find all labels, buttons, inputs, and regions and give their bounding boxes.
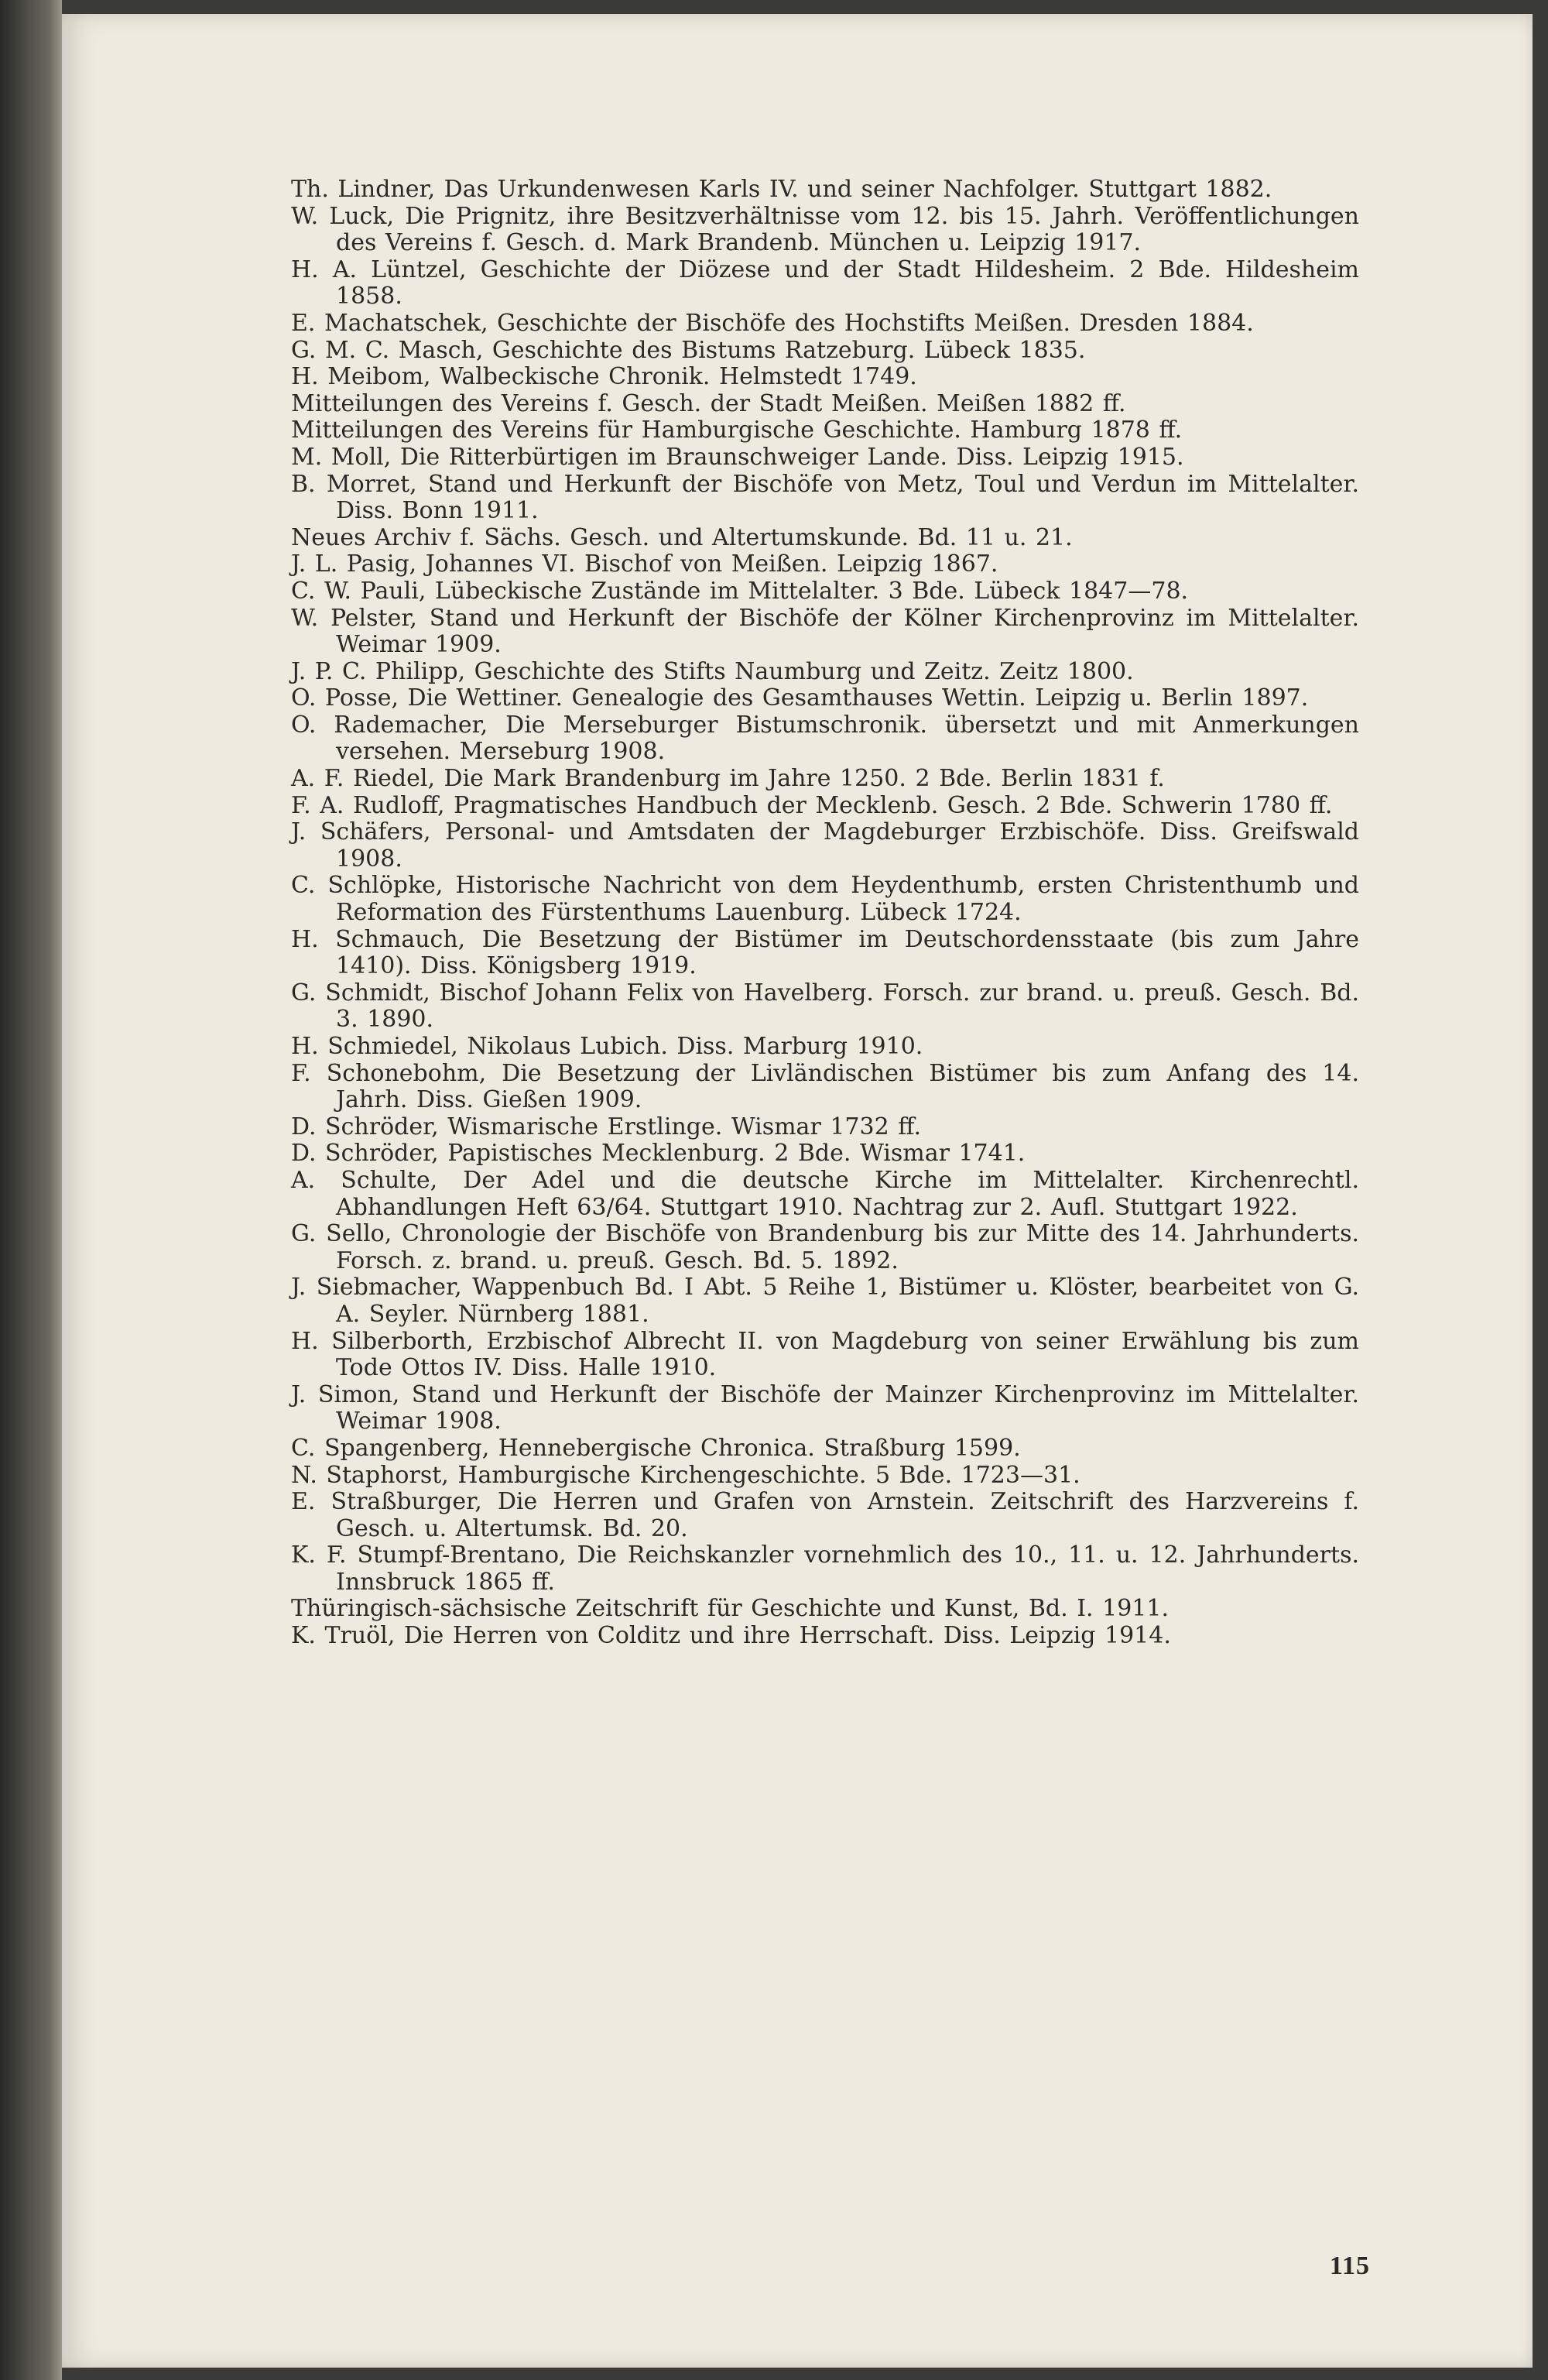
bib-entry: H. Silberborth, Erzbischof Albrecht II. von Magdeburg von seiner Erwählung bis zum Tode Ottos IV. Diss. Halle 1910. xyxy=(291,1327,1359,1382)
bib-entry: C. W. Pauli, Lübeckische Zustände im Mittelalter. 3 Bde. Lübeck 1847—78. xyxy=(291,577,1189,605)
bib-entry: J. P. C. Philipp, Geschichte des Stifts Naumburg und Zeitz. Zeitz 1800. xyxy=(291,657,1134,685)
bib-entry: B. Morret, Stand und Herkunft der Bischöfe von Metz, Toul und Verdun im Mittelalter. Diss. Bonn 1911. xyxy=(291,470,1359,525)
bib-entry: K. F. Stumpf-Brentano, Die Reichskanzler vornehmlich des 10., 11. u. 12. Jahrhunderts. Innsbruck 1865 ff. xyxy=(291,1542,1359,1596)
bib-entry: J. L. Pasig, Johannes VI. Bischof von Meißen. Leipzig 1867. xyxy=(291,550,998,578)
bib-entry: K. Truöl, Die Herren von Colditz und ihre Herrschaft. Diss. Leipzig 1914. xyxy=(291,1622,1171,1650)
bib-entry: E. Straßburger, Die Herren und Grafen von Arnstein. Zeitschrift des Harzvereins f. Gesch. u. Altertumsk. Bd. 20. xyxy=(291,1488,1359,1542)
bib-entry: G. Schmidt, Bischof Johann Felix von Havelberg. Forsch. zur brand. u. preuß. Gesch. Bd. 3. 1890. xyxy=(291,979,1359,1034)
bib-entry: N. Staphorst, Hamburgische Kirchengeschichte. 5 Bde. 1723—31. xyxy=(291,1461,1081,1489)
bib-entry: W. Pelster, Stand und Herkunft der Bischöfe der Kölner Kirchenprovinz im Mittelalter. Weimar 1909. xyxy=(291,604,1359,659)
bib-entry: C. Spangenberg, Hennebergische Chronica. Straßburg 1599. xyxy=(291,1434,1021,1462)
bib-entry: G. M. C. Masch, Geschichte des Bistums Ratzeburg. Lübeck 1835. xyxy=(291,336,1086,364)
bib-entry: F. A. Rudloff, Pragmatisches Handbuch der Mecklenb. Gesch. 2 Bde. Schwerin 1780 ff. xyxy=(291,791,1333,819)
bib-entry: E. Machatschek, Geschichte der Bischöfe des Hochstifts Meißen. Dresden 1884. xyxy=(291,309,1254,337)
bib-entry: W. Luck, Die Prignitz, ihre Besitzverhältnisse vom 12. bis 15. Jahrh. Veröffentlichungen des Vereins f. Gesch. d. Mark Brandenb. München u. Leipzig 1917. xyxy=(291,202,1359,257)
bib-entry: D. Schröder, Wismarische Erstlinge. Wismar 1732 ff. xyxy=(291,1113,921,1140)
bib-entry: M. Moll, Die Ritterbürtigen im Braunschweiger Lande. Diss. Leipzig 1915. xyxy=(291,443,1184,471)
bib-entry: H. Meibom, Walbeckische Chronik. Helmstedt 1749. xyxy=(291,363,917,391)
bib-entry: A. Schulte, Der Adel und die deutsche Kirche im Mittelalter. Kirchenrechtl. Abhandlungen Heft 63/64. Stuttgart 1910. Nachtrag zur 2. Aufl. Stuttgart 1922. xyxy=(291,1166,1359,1221)
bib-entry: H. Schmiedel, Nikolaus Lubich. Diss. Marburg 1910. xyxy=(291,1033,923,1060)
bib-entry: H. Schmauch, Die Besetzung der Bistümer im Deutschordensstaate (bis zum Jahre 1410). Diss. Königsberg 1919. xyxy=(291,925,1359,980)
bibliography-list xyxy=(291,177,1359,1650)
bib-entry: C. Schlöpke, Historische Nachricht von dem Heydenthumb, ersten Christenthumb und Reformation des Fürstenthums Lauenburg. Lübeck 1724. xyxy=(291,872,1359,927)
bib-entry: Neues Archiv f. Sächs. Gesch. und Altertumskunde. Bd. 11 u. 21. xyxy=(291,523,1073,551)
bib-entry: J. Simon, Stand und Herkunft der Bischöfe der Mainzer Kirchenprovinz im Mittelalter. Weimar 1908. xyxy=(291,1380,1359,1435)
bib-entry: D. Schröder, Papistisches Mecklenburg. 2 Bde. Wismar 1741. xyxy=(291,1140,1026,1168)
bib-entry: Th. Lindner, Das Urkundenwesen Karls IV. und seiner Nachfolger. Stuttgart 1882. xyxy=(291,176,1272,203)
bib-entry: H. A. Lüntzel, Geschichte der Diözese und der Stadt Hildesheim. 2 Bde. Hildesheim 1858. xyxy=(291,255,1359,310)
bib-entry: Mitteilungen des Vereins für Hamburgische Geschichte. Hamburg 1878 ff. xyxy=(291,417,1183,444)
bib-entry: Mitteilungen des Vereins f. Gesch. der Stadt Meißen. Meißen 1882 ff. xyxy=(291,389,1126,417)
book-spine xyxy=(0,0,62,2380)
page-number: 115 xyxy=(1329,2251,1370,2280)
bib-entry: J. Siebmacher, Wappenbuch Bd. I Abt. 5 Reihe 1, Bistümer u. Klöster, bearbeitet von G. A. Seyler. Nürnberg 1881. xyxy=(291,1274,1359,1328)
book-page xyxy=(62,14,1533,2368)
bib-entry: F. Schonebohm, Die Besetzung der Livländischen Bistümer bis zum Anfang des 14. Jahrh. Diss. Gießen 1909. xyxy=(291,1059,1359,1114)
bib-entry: Thüringisch-sächsische Zeitschrift für Geschichte und Kunst, Bd. I. 1911. xyxy=(291,1595,1169,1623)
bib-entry: O. Rademacher, Die Merseburger Bistumschronik. übersetzt und mit Anmerkungen versehen. Merseburg 1908. xyxy=(291,711,1359,766)
bib-entry: O. Posse, Die Wettiner. Genealogie des Gesamthauses Wettin. Leipzig u. Berlin 1897. xyxy=(291,684,1309,712)
bib-entry: J. Schäfers, Personal- und Amtsdaten der Magdeburger Erzbischöfe. Diss. Greifswald 1908. xyxy=(291,818,1359,873)
bib-entry: G. Sello, Chronologie der Bischöfe von Brandenburg bis zur Mitte des 14. Jahrhunderts. Forsch. z. brand. u. preuß. Gesch. Bd. 5. 1892. xyxy=(291,1220,1359,1274)
bib-entry: A. F. Riedel, Die Mark Brandenburg im Jahre 1250. 2 Bde. Berlin 1831 f. xyxy=(291,765,1165,793)
